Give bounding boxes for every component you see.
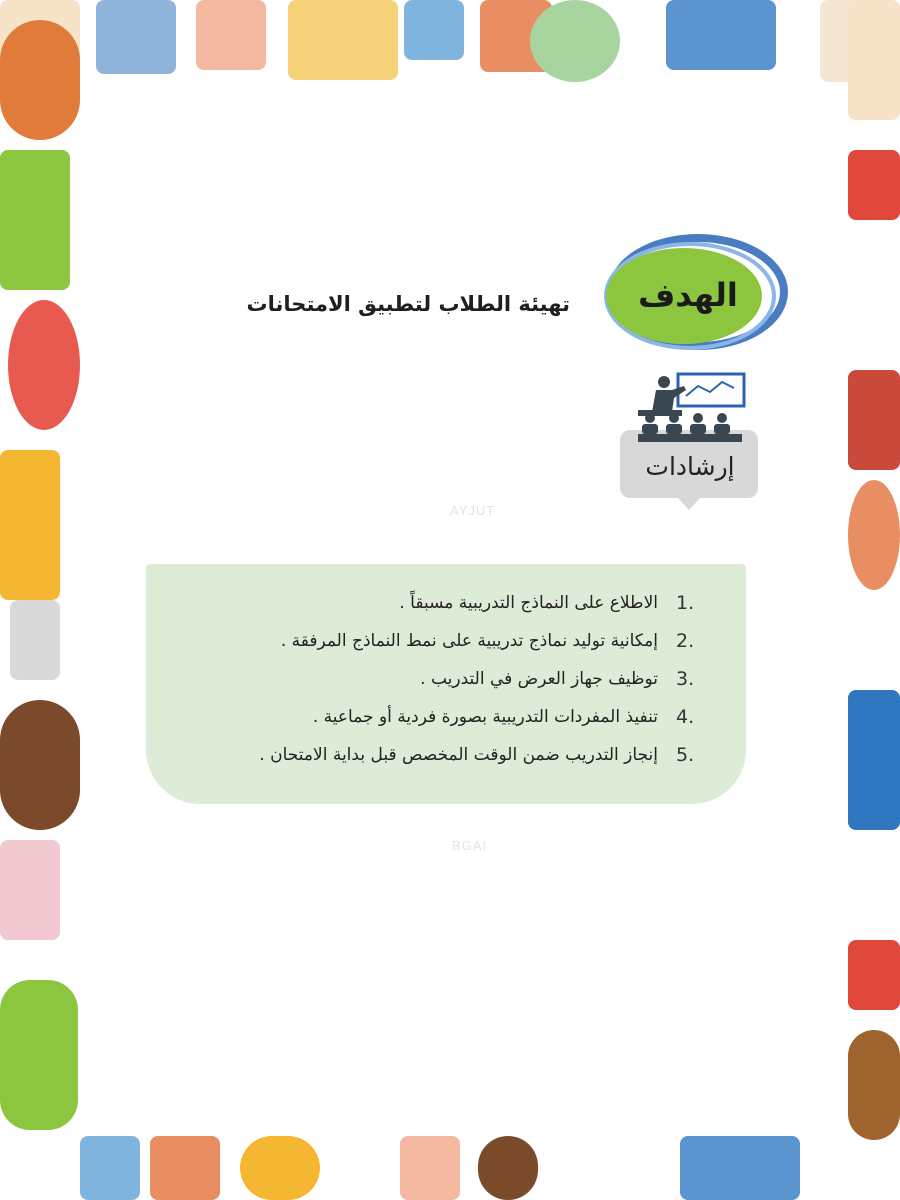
decorative-border-top [0, 0, 900, 82]
step-number: 3. [676, 668, 695, 690]
list-item [160, 698, 722, 736]
step-text: تنفيذ المفردات التدريبية بصورة فردية أو جماعية . [312, 707, 658, 727]
step-text: توظيف جهاز العرض في التدريب . [420, 669, 658, 689]
teacher-presentation-icon [620, 368, 760, 516]
list-item [160, 660, 722, 698]
step-text: الاطلاع على النماذج التدريبية مسبقاً . [399, 593, 658, 613]
instructions-heading: إرشادات [645, 451, 735, 481]
step-number: 2. [676, 630, 695, 652]
watermark-text: BGAI [452, 838, 488, 853]
step-text: إمكانية توليد نماذج تدريبية على نمط النماذج المرفقة . [280, 631, 658, 651]
step-text: إنجاز التدريب ضمن الوقت المخصص قبل بداية الامتحان . [259, 745, 658, 765]
goal-heading: الهدف [638, 276, 738, 314]
step-number: 4. [676, 706, 695, 728]
list-item [160, 736, 722, 774]
watermark-text: AYJUT [450, 503, 496, 518]
decorative-border-bottom [0, 1136, 900, 1200]
list-item [160, 622, 722, 660]
step-number: 5. [676, 744, 695, 766]
instructions-list [160, 584, 722, 774]
list-item [160, 584, 722, 622]
goal-description: تهيئة الطلاب لتطبيق الامتحانات [246, 292, 570, 316]
step-number: 1. [676, 592, 695, 614]
decorative-border-left [0, 0, 80, 1200]
decorative-border-right [848, 0, 900, 1200]
